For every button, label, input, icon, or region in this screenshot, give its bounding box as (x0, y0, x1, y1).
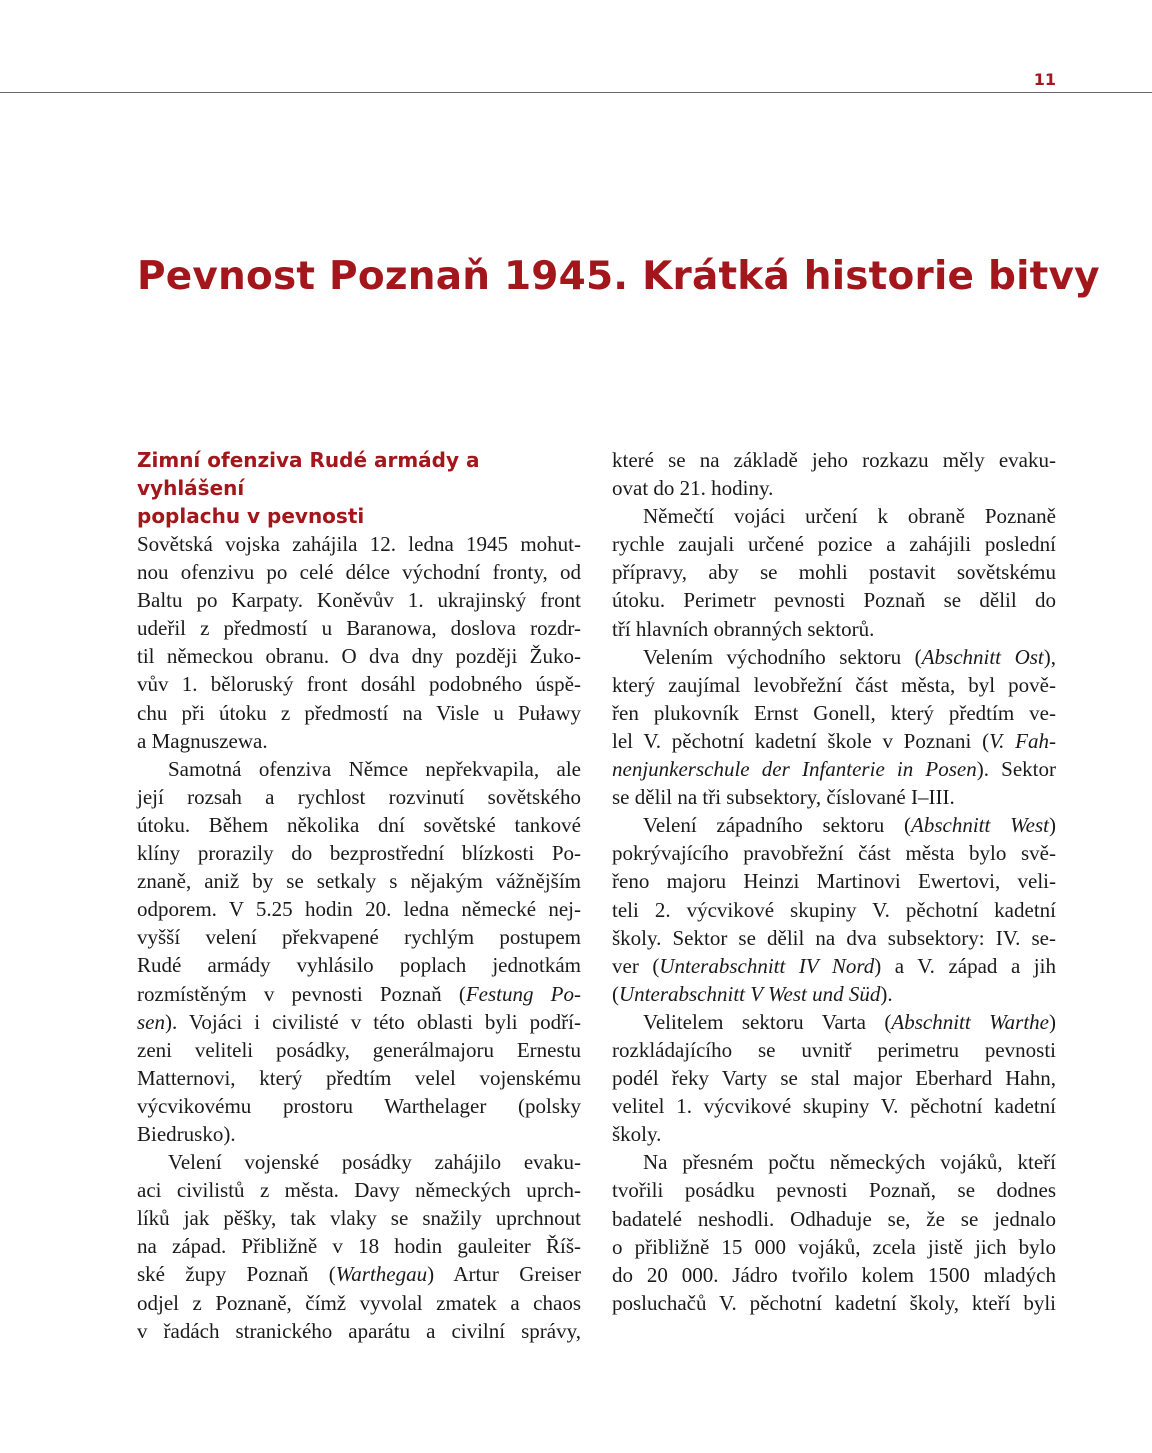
text-line: útoku. Perimetr pevnosti Poznaň se dělil do (612, 588, 1056, 613)
text-line: Velitelem sektoru Varta (Abschnitt Warthe) (643, 1009, 1056, 1034)
text-line: til německou obranu. O dva dny později Žuko- (137, 644, 581, 669)
header-rule (0, 92, 1152, 93)
text-line: Sovětská vojska zahájila 12. ledna 1945 mohut- (137, 532, 581, 556)
italic-term: Abschnitt Warthe (891, 1009, 1049, 1034)
right-column (612, 446, 1056, 1317)
text-line: znaně, aniž by se setkaly s nějakým vážnějším (137, 869, 581, 894)
right-column-body (612, 446, 1056, 1317)
text-line: se dělil na tři subsektory, číslované I–III. (612, 785, 955, 810)
section-heading-line: poplachu v pevnosti (137, 504, 365, 528)
text-line: vův 1. běloruský front dosáhl podobného úspě- (137, 672, 581, 697)
text-line: posluchačů V. pěchotní kadetní školy, kteří byli (612, 1290, 1056, 1315)
text-line: útoku. Během několika dní sovětské tankové (137, 812, 581, 837)
text-line: o přibližně 15 000 vojáků, zcela jistě jich bylo (612, 1234, 1056, 1259)
text-line: teli 2. výcvikové skupiny V. pěchotní kadetní (612, 897, 1056, 922)
page-number: 11 (1033, 70, 1056, 89)
text-line: výcvikovému prostoru Warthelager (polsky (137, 1093, 581, 1118)
text-line: tří hlavních obranných sektorů. (612, 616, 875, 641)
text-line: lel V. pěchotní kadetní škole v Poznani (V. Fah- (612, 728, 1056, 753)
text-line: ské župy Poznaň (Warthegau) Artur Greiser (137, 1262, 581, 1287)
text-line: ovat do 21. hodiny. (612, 476, 774, 501)
text-line: (Unterabschnitt V West und Süd). (612, 981, 893, 1006)
text-line: Samotná ofenziva Němce nepřekvapila, ale (168, 756, 581, 781)
italic-term: Warthegau (335, 1262, 428, 1287)
text-line: tvořili posádku pevnosti Poznaň, se dodnes (612, 1178, 1056, 1203)
italic-term: Unterabschnitt IV Nord (659, 953, 875, 978)
text-line: Baltu po Karpaty. Koněvův 1. ukrajinský front (137, 588, 581, 613)
italic-term: Festung Po- (465, 981, 581, 1006)
text-line: přípravy, aby se mohli postavit sovětskému (612, 560, 1056, 585)
chapter-title: Pevnost Poznaň 1945. Krátká historie bitvy (137, 254, 1100, 299)
text-line: Biedrusko). (137, 1121, 236, 1146)
text-line: nou ofenzivu po celé délce východní fronty, od (137, 560, 581, 585)
italic-term: Abschnitt West (911, 813, 1050, 838)
text-line: udeřil z předmostí u Baranowa, doslova rozdr- (137, 616, 581, 641)
text-line: rozmístěným v pevnosti Poznaň (Festung Po- (137, 981, 581, 1006)
text-line: odporem. V 5.25 hodin 20. ledna německé nej- (137, 897, 581, 922)
text-line: které se na základě jeho rozkazu měly evaku- (612, 448, 1056, 472)
text-line: Velení západního sektoru (Abschnitt West) (643, 813, 1057, 838)
text-line: líků jak pěšky, tak vlaky se snažily uprchnout (137, 1206, 581, 1231)
text-line: rozkládajícího se uvnitř perimetru pevnosti (612, 1037, 1056, 1062)
text-line: velitel 1. výcvikové skupiny V. pěchotní kadetní (612, 1094, 1056, 1119)
text-line: sen). Vojáci i civilisté v této oblasti byli podří- (137, 1009, 581, 1034)
text-line: školy. (612, 1122, 662, 1147)
text-line: aci civilistů z města. Davy německých uprch- (137, 1178, 581, 1203)
text-line: pokrývajícího pravobřežní část města bylo svě- (612, 841, 1056, 866)
text-line: klíny prorazily do bezprostřední blízkosti Po- (137, 841, 581, 866)
text-line: odjel z Poznaně, čímž vyvolal zmatek a chaos (137, 1290, 581, 1315)
italic-term: V. Fah- (989, 728, 1056, 753)
text-line: Na přesném počtu německých vojáků, kteří (643, 1150, 1056, 1175)
text-line: který zaujímal levobřežní část města, byl pově- (612, 672, 1056, 697)
text-line: na západ. Přibližně v 18 hodin gauleiter Říš- (137, 1234, 581, 1259)
section-heading-line: Zimní ofenziva Rudé armády a vyhlášení (137, 448, 480, 500)
left-column (137, 446, 581, 1345)
text-line: ver (Unterabschnitt IV Nord) a V. západ a jih (612, 953, 1056, 978)
text-line: v řadách stranického aparátu a civilní správy, (137, 1318, 581, 1343)
text-line: Matternovi, který předtím velel vojenskému (137, 1065, 581, 1090)
text-line: její rozsah a rychlost rozvinutí sovětského (137, 784, 581, 809)
left-column-body (137, 530, 581, 1345)
text-line: badatelé neshodli. Odhaduje se, že se jednalo (612, 1206, 1056, 1231)
text-line: rychle zaujali určené pozice a zahájili poslední (612, 532, 1056, 557)
text-line: zeni veliteli posádky, generálmajoru Ernestu (137, 1037, 581, 1062)
text-line: chu při útoku z předmostí na Visle u Puławy (137, 700, 581, 725)
text-line: podél řeky Varty se stal major Eberhard Hahn, (612, 1066, 1056, 1091)
text-line: Rudé armády vyhlásilo poplach jednotkám (137, 953, 581, 978)
italic-term: sen (137, 1009, 165, 1034)
italic-term: Abschnitt Ost (921, 644, 1044, 669)
italic-term: Unterabschnitt V West und Süd (619, 981, 881, 1006)
text-line: řeno majoru Heinzi Martinovi Ewertovi, veli- (612, 869, 1056, 894)
text-line: školy. Sektor se dělil na dva subsektory: IV. se- (612, 925, 1056, 950)
text-line: nenjunkerschule der Infanterie in Posen). Sektor (612, 757, 1057, 782)
text-line: Němečtí vojáci určení k obraně Poznaně (643, 504, 1056, 529)
text-line: Velením východního sektoru (Abschnitt Ost), (643, 644, 1057, 669)
text-line: a Magnuszewa. (137, 728, 268, 753)
text-line: vyšší velení překvapené rychlým postupem (137, 925, 581, 950)
section-heading (137, 446, 581, 530)
text-line: do 20 000. Jádro tvořilo kolem 1500 mladých (612, 1262, 1056, 1287)
text-line: řen plukovník Ernst Gonell, který předtím ve- (612, 700, 1056, 725)
text-line: Velení vojenské posádky zahájilo evaku- (168, 1150, 581, 1175)
italic-term: nenjunkerschule der Infanterie in Posen (612, 757, 977, 782)
